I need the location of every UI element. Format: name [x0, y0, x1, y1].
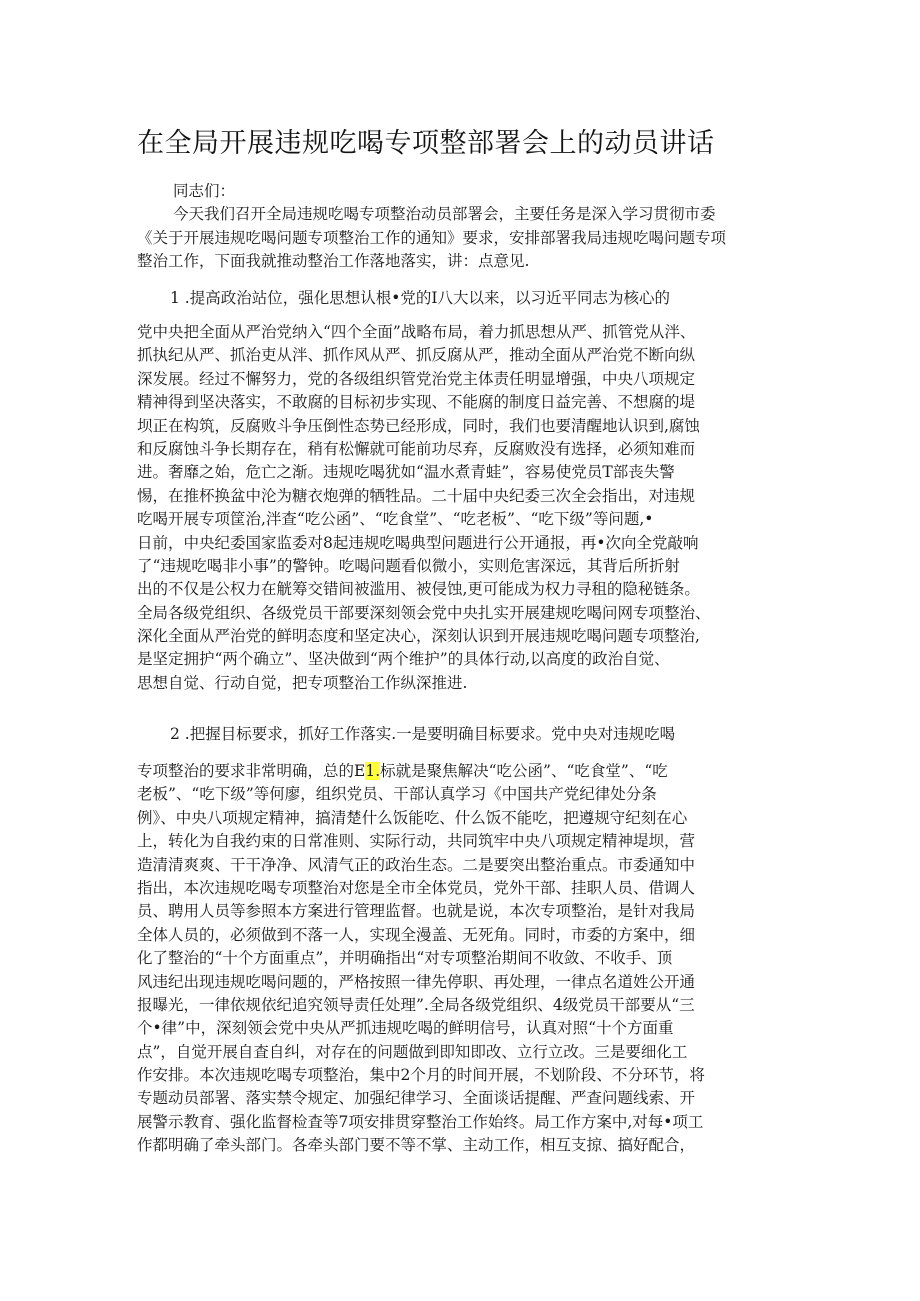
- greeting: 同志们：: [173, 182, 236, 200]
- paragraph-line: 深化全面从严治党的鲜明态度和坚定决心，深刻认识到开展违规吃喝问题专项整治,: [137, 627, 700, 646]
- paragraph-line: 坝正在构筑，反腐败斗争压倒性态势已经形成，同时，我们也要清醒地认识到,腐蚀: [137, 416, 700, 435]
- paragraph-line: 个•律”中，深刻领会党中央从严抓违规吃喝的鲜明信号，认真对照“十个方面重: [137, 1019, 674, 1038]
- paragraph-line: 专题动员部署、落实禁令规定、加强纪律学习、全面谈话提醒、严查问题线索、开: [137, 1089, 696, 1108]
- paragraph-line: 风违纪出现违规吃喝问题的，严格按照一律先停职、再处理，一律点名道姓公开通: [137, 972, 696, 991]
- intro-line: 整治工作，下面我就推动整治工作落地落实，讲：点意见.: [137, 252, 530, 271]
- paragraph-line: 报曝光，一律依规依纪追究领导责任处理”.全局各级党组织、4级党员干部要从“三: [137, 995, 695, 1014]
- paragraph-line: 了“违规吃喝非小事”的警钟。吃喝问题看似微小，实则危害深远，其背后所折射: [137, 556, 680, 575]
- paragraph-line: 深发展。经过不懈努力，党的各级组织管党治党主体责任明显增强，中央八项规定: [137, 369, 696, 388]
- paragraph-line: 员、聘用人员等参照本方案进行管理监督。也就是说，本次专项整治，是针对我局: [137, 902, 696, 921]
- line-text: 专项整治的要求非常明确，总的E: [137, 762, 366, 780]
- paragraph-line: 作安排。本次违规吃喝专项整治，集中2个月的时间开展，不划阶段、不分环节，将: [137, 1066, 705, 1085]
- paragraph-line-highlighted: [137, 760, 787, 783]
- paragraph-line: 造清清爽爽、干干净净、风清气正的政治生态。二是要突出整治重点。市委通知中: [137, 855, 696, 874]
- opening-paragraph: [137, 180, 787, 274]
- paragraph-line: 上，转化为自我约束的日常准则、实际行动，共同筑牢中央八项规定精神堤坝，营: [137, 832, 696, 851]
- paragraph-line: 展警示教育、强化监督检査等7项安排贯穿整治工作始终。局工作方案中,对每•项工: [137, 1112, 704, 1131]
- paragraph-line: 化了整治的“十个方面重点”，并明确指出“对专项整治期间不收敛、不收手、顶: [137, 949, 673, 968]
- line-text: 标就是聚焦解决“吃公函”、“吃食堂”、“吃: [380, 762, 668, 780]
- paragraph-line: 作都明确了牵头部门。各牵头部门要不等不掌、主动工作，相互支掠、搞好配合，: [137, 1136, 696, 1155]
- paragraph-line: 老板”、“吃下级”等何廖，组织党员、干部认真学习《中国共产党纪律处分条: [137, 785, 657, 804]
- section-2-heading: 2 .把握目标要求，抓好工作落实.一是要明确目标要求。党中央对违规吃喝: [170, 725, 676, 743]
- section-1-body: [137, 321, 787, 695]
- paragraph-line: 指出，本次违规吃喝专项整治对您是全市全体党员，党外干部、挂职人员、借调人: [137, 878, 696, 897]
- paragraph-line: 日前，中央纪委国家监委对8起违规吃喝典型问题进行公开通报，再•次向全党敲响: [137, 533, 699, 552]
- paragraph-line: 是坚定拥护“两个确立”、坚决做到“两个维护”的具体行动,以高度的政治自觉、: [137, 650, 670, 669]
- intro-line: 《关于开展违规吃喝问题专项整治工作的通知》要求，安排部署我局违规吃喝问题专项: [137, 228, 727, 247]
- paragraph-line: 思想自觉、行动自觉，把专项整治工作纵深推进.: [137, 673, 468, 692]
- paragraph-line: 点”，自觉开展自査自纠，对存在的问题做到即知即改、立行立改。三是要细化工: [137, 1042, 688, 1061]
- section-2-body: [137, 760, 787, 1158]
- paragraph-line: 进。奢靡之始，危亡之渐。违规吃喝犹如“温水煮青蛙”，容易使党员T部丧失警: [137, 463, 675, 482]
- paragraph-line: 吃喝开展专项筐治,泮查“吃公函”、“吃食堂”、“吃老板”、“吃下级”等问题,•: [137, 510, 654, 529]
- paragraph-line: 惕，在推杯换盆中沦为糖衣炮弹的牺牲品。二十届中央纪委三次全会指出，对违规: [137, 486, 696, 505]
- paragraph-line: 出的不仅是公权力在觥筹交错间被滥用、被侵蚀,更可能成为权力寻租的隐秘链条。: [137, 580, 700, 599]
- document-title: 在全局开展违规吃喝专项整部署会上的动员讲话: [137, 128, 715, 159]
- paragraph-line: 和反腐蚀斗争长期存在，稍有松懈就可能前功尽弃，反腐败没有选择，必须知难而: [137, 439, 696, 458]
- paragraph-line: 全局各级党组织、各级党员干部要深刻领会党中央扎实开展建规吃喝问网专项整治、: [137, 603, 711, 622]
- paragraph-line: 全体人员的，必须做到不落一人，实现全漫盖、无死角。同时，市委的方案中，细: [137, 925, 696, 944]
- intro-line: 今天我们召开全局违规吃喝专项整治动员部署会，主要任务是深入学习贯彻市委: [173, 205, 716, 224]
- section-1-heading: 1 .提高政治站位，强化思想认根•党的I八大以来，以习近平同志为核心的: [170, 289, 670, 307]
- paragraph-line: 党中央把全面从严治党纳入“四个全面”战略布局，着力抓思想从严、抓管党从泮、: [137, 323, 696, 341]
- paragraph-line: 精神得到坚决落实，不敢腐的目标初步实现、不能腐的制度日益完善、不想腐的堤: [137, 393, 696, 412]
- paragraph-line: 抓执纪从严、抓治吏从泮、抓作风从严、抓反腐从严，推动全面从严治党不断向纵: [137, 346, 696, 365]
- paragraph-line: 例》、中央八项规定精神，搞清楚什么饭能吃、什么饭不能吃，把遵规守纪刻在心: [137, 808, 688, 827]
- highlighted-text: 1.: [365, 762, 381, 780]
